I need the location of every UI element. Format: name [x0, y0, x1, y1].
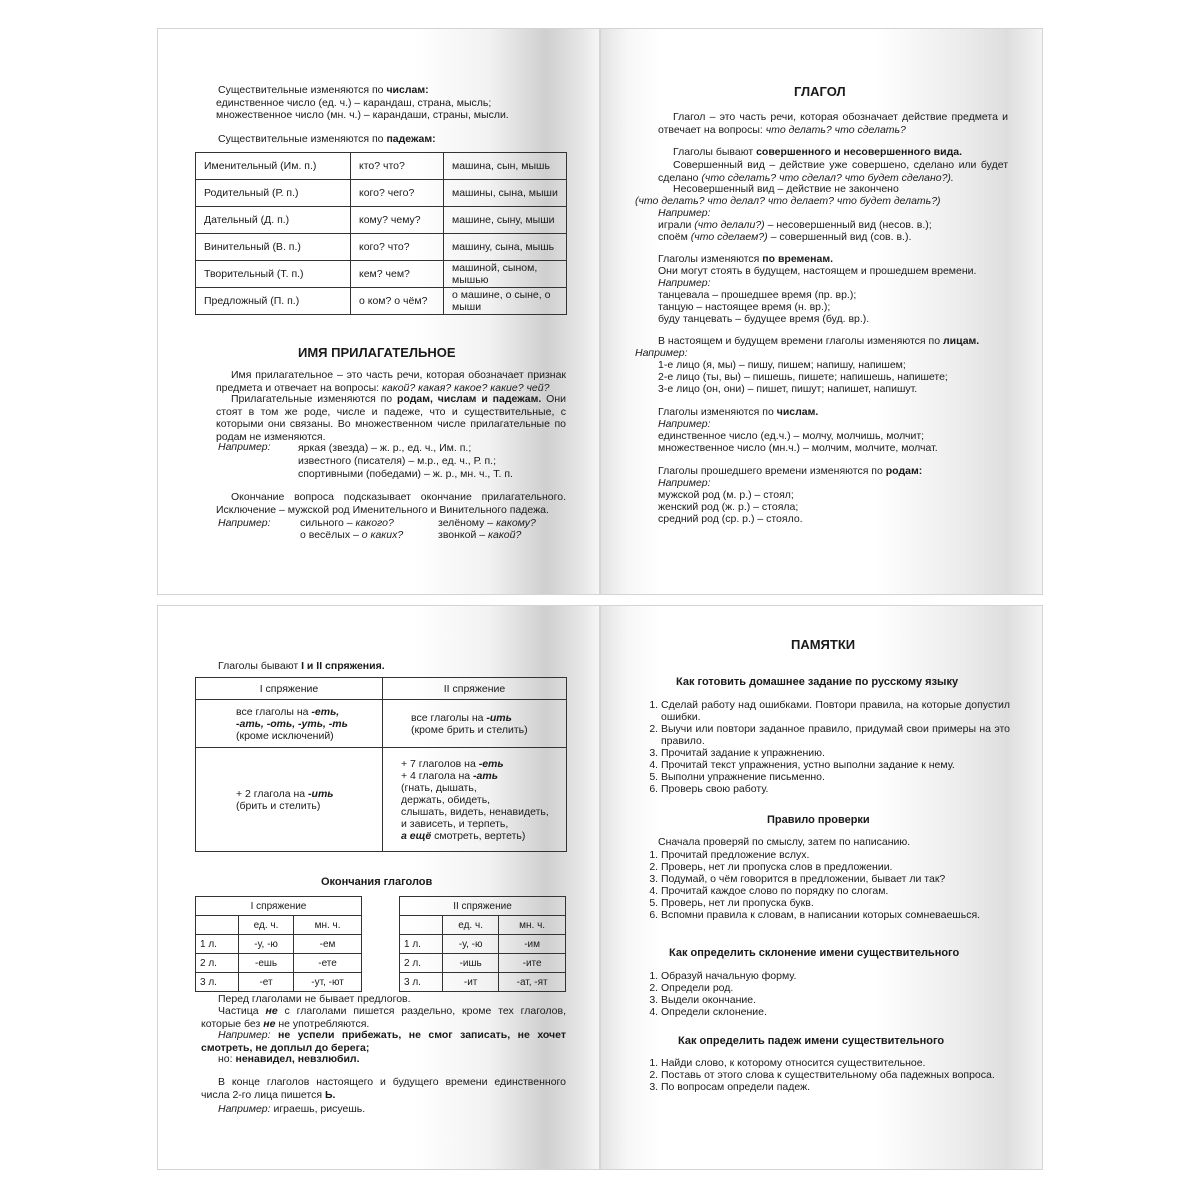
verb-tense: Глаголы изменяются по временам.: [658, 253, 833, 265]
case-name: Именительный (Им. п.): [196, 153, 351, 180]
verb-gender-example-2: женский род (ж. р.) – стояла;: [658, 501, 799, 513]
ending-plural: -ут, -ют: [294, 973, 362, 992]
endings-table-1: [195, 896, 362, 992]
endings-table-2-title: II спряжение: [400, 897, 566, 916]
memo-list-item: 2. Определи род.: [661, 982, 1010, 994]
memo-list-item: 1. Прочитай предложение вслух.: [661, 849, 1010, 861]
memo-list-item: 5. Выполни упражнение письменно.: [661, 771, 1010, 783]
memo-check-intro: Сначала проверяй по смыслу, затем по написанию.: [658, 836, 911, 848]
conjugation-intro: Глаголы бывают I и II спряжения.: [218, 660, 385, 672]
case-name: Винительный (В. п.): [196, 234, 351, 261]
case-row: [196, 288, 567, 315]
ending-hint: Окончание вопроса подсказывает окончание прилагательного. Исключение – мужской род Именительного и Винительного падежа.: [216, 491, 566, 516]
ending-singular: -ет: [239, 973, 294, 992]
ending-example-4: звонкой – какой?: [438, 529, 522, 541]
verb-number: Глаголы изменяются по числам.: [658, 406, 819, 418]
ending-row: [400, 935, 566, 954]
verb-person-example-3: 3-е лицо (он, они) – пишет, пишут; напишет, напишут.: [658, 383, 918, 395]
noun-plural: множественное число (мн. ч.) – карандаши, страны, мысли.: [216, 109, 509, 121]
memo-declension-title: Как определить склонение имени существительного: [669, 947, 960, 959]
verb-aspect: Глаголы бывают совершенного и несовершенного вида.: [673, 146, 962, 158]
verb-gender-example-label: Например:: [658, 477, 711, 489]
endings-table-1-title: I спряжение: [196, 897, 362, 916]
verb-tense-example-1: танцевала – прошедшее время (пр. вр.);: [658, 289, 857, 301]
memo-list-item: 2. Поставь от этого слова к существительному оба падежных вопроса.: [661, 1069, 1010, 1081]
ending-plural: -им: [499, 935, 566, 954]
conjugation-2-exceptions: + 7 глаголов на -еть + 4 глагола на -ать (гнать, дышать, держать, обидеть, слышать, видеть, ненавидеть, и зависеть, и терпеть, а ещё смотреть, вертеть): [383, 748, 567, 852]
page-conjugation: [157, 605, 600, 1170]
ending-row: [196, 954, 362, 973]
memo-list-item: 4. Определи склонение.: [661, 1006, 1010, 1018]
adjective-example-1: яркая (звезда) – ж. р., ед. ч., Им. п.;: [298, 442, 472, 454]
ending-person: 3 л.: [400, 973, 443, 992]
conjugation-head-2: II спряжение: [383, 678, 567, 700]
ending-example-1: сильного – какого?: [300, 517, 394, 529]
case-question: кто? что?: [351, 153, 444, 180]
case-name: Дательный (Д. п.): [196, 207, 351, 234]
verb-aspect-example-2: споём (что сделаем?) – совершенный вид (сов. в.).: [658, 231, 912, 243]
case-question: кем? чем?: [351, 261, 444, 288]
page-verb: [600, 28, 1043, 595]
memo-list-item: 2. Проверь, нет ли пропуска слов в предложении.: [661, 861, 1010, 873]
verb-tense-example-label: Например:: [658, 277, 711, 289]
noun-singular: единственное число (ед. ч.) – карандаш, страна, мысль;: [216, 97, 492, 109]
memo-check-title: Правило проверки: [767, 814, 870, 826]
memo-list-item: 2. Выучи или повтори заданное правило, придумай свои примеры на это правило.: [661, 723, 1010, 747]
case-example: машине, сыну, мыши: [444, 207, 567, 234]
case-example: машина, сын, мышь: [444, 153, 567, 180]
no-prepositions: Перед глаголами не бывает предлогов.: [218, 993, 411, 1005]
noun-cases-line: Существительные изменяются по падежам:: [218, 133, 436, 145]
case-row: [196, 234, 567, 261]
case-example: машиной, сыном, мышью: [444, 261, 567, 288]
ending-example-3: о весёлых – о каких?: [300, 529, 404, 541]
soft-sign-rule: В конце глаголов настоящего и будущего времени единственного числа 2-го лица пишется Ь.: [201, 1076, 566, 1101]
verb-tense-desc: Они могут стоять в будущем, настоящем и прошедшем времени.: [658, 265, 977, 277]
verb-gender-example-3: средний род (ср. р.) – стояло.: [658, 513, 803, 525]
ending-row: [400, 954, 566, 973]
ending-singular: -у, -ю: [443, 935, 499, 954]
memo-list-item: 1. Найди слово, к которому относится существительное.: [661, 1057, 1010, 1069]
verb-person-example-2: 2-е лицо (ты, вы) – пишешь, пишете; напишешь, напишете;: [658, 371, 948, 383]
particle-ne-exceptions: но: ненавидел, невзлюбил.: [218, 1053, 360, 1065]
memo-list-item: 3. Выдели окончание.: [661, 994, 1010, 1006]
verb-imperfective-questions: (что делать? что делал? что делает? что будет делать?): [635, 195, 941, 207]
particle-ne-examples: Например: не успели прибежать, не смог записать, не хочет смотреть, не доплыл до берега;: [201, 1029, 566, 1054]
verb-aspect-example-1: играли (что делали?) – несовершенный вид (несов. в.);: [658, 219, 932, 231]
noun-numbers-line: Существительные изменяются по числам:: [218, 84, 429, 96]
adjective-example-3: спортивными (победами) – ж. р., мн. ч., Т. п.: [298, 468, 513, 480]
case-question: кому? чему?: [351, 207, 444, 234]
adjective-change: Прилагательные изменяются по родам, числам и падежам. Они стоят в том же роде, числе и падеже, что и существительные, с которыми они связаны. Во множественном числе прилагательные по родам не изменяются.: [216, 393, 566, 443]
memo-check-list: [645, 849, 1010, 921]
memo-list-item: 3. По вопросам определи падеж.: [661, 1081, 1010, 1093]
case-row: [196, 153, 567, 180]
memo-list-item: 6. Проверь свою работу.: [661, 783, 1010, 795]
memo-list-item: 6. Вспомни правила к словам, в написании которых сомневаешься.: [661, 909, 1010, 921]
verb-number-example-label: Например:: [658, 418, 711, 430]
conjugation-head-1: I спряжение: [196, 678, 383, 700]
endings-table-1-col-plur: мн. ч.: [294, 916, 362, 935]
memo-homework-title: Как готовить домашнее задание по русскому языку: [676, 676, 959, 688]
case-name: Родительный (Р. п.): [196, 180, 351, 207]
adjective-example-2: известного (писателя) – м.р., ед. ч., Р. п.;: [298, 455, 496, 467]
adjective-title: ИМЯ ПРИЛАГАТЕЛЬНОЕ: [298, 345, 456, 360]
verb-aspect-example-label: Например:: [658, 207, 711, 219]
case-example: о машине, о сыне, о мыши: [444, 288, 567, 315]
ending-plural: -ите: [499, 954, 566, 973]
ending-row: [400, 973, 566, 992]
endings-table-2: [399, 896, 566, 992]
ending-person: 1 л.: [196, 935, 239, 954]
verb-tense-example-3: буду танцевать – будущее время (буд. вр.).: [658, 313, 870, 325]
page-nouns-adjectives: [157, 28, 600, 595]
ending-person: 2 л.: [196, 954, 239, 973]
ending-plural: -ат, -ят: [499, 973, 566, 992]
verb-gender: Глаголы прошедшего времени изменяются по родам:: [658, 465, 923, 477]
memos-title: ПАМЯТКИ: [791, 637, 856, 652]
verb-person-example-1: 1-е лицо (я, мы) – пишу, пишем; напишу, напишем;: [658, 359, 906, 371]
memo-declension-list: [645, 970, 1010, 1018]
memo-list-item: 5. Проверь, нет ли пропуска букв.: [661, 897, 1010, 909]
endings-table-2-col-plur: мн. ч.: [499, 916, 566, 935]
memo-case-list: [645, 1057, 1010, 1093]
memo-list-item: 1. Сделай работу над ошибками. Повтори правила, на которые допустил ошибки.: [661, 699, 1010, 723]
ending-singular: -ишь: [443, 954, 499, 973]
conjugation-1-rule: все глаголы на -еть, -ать, -оть, -уть, -ть (кроме исключений): [196, 700, 383, 748]
case-row: [196, 180, 567, 207]
case-question: о ком? о чём?: [351, 288, 444, 315]
case-name: Предложный (П. п.): [196, 288, 351, 315]
page-memos: [600, 605, 1043, 1170]
adjective-example-label: Например:: [218, 441, 271, 453]
verb-tense-example-2: танцую – настоящее время (н. вр.);: [658, 301, 831, 313]
case-example: машину, сына, мышь: [444, 234, 567, 261]
memo-list-item: 3. Прочитай задание к упражнению.: [661, 747, 1010, 759]
memo-list-item: 1. Образуй начальную форму.: [661, 970, 1010, 982]
ending-person: 1 л.: [400, 935, 443, 954]
ending-person: 2 л.: [400, 954, 443, 973]
ending-plural: -ете: [294, 954, 362, 973]
ending-singular: -у, -ю: [239, 935, 294, 954]
verb-definition: Глагол – это часть речи, которая обозначает действие предмета и отвечает на вопросы: что делать? что сделать?: [658, 111, 1008, 136]
ending-plural: -ем: [294, 935, 362, 954]
conjugation-1-exceptions: + 2 глагола на -ить (брить и стелить): [196, 748, 383, 852]
verb-imperfective: Несовершенный вид – действие не закончено: [673, 183, 899, 195]
verb-gender-example-1: мужской род (м. р.) – стоял;: [658, 489, 794, 501]
conjugation-table: [195, 677, 567, 852]
endings-table-2-col-sing: ед. ч.: [443, 916, 499, 935]
memo-list-item: 4. Прочитай каждое слово по порядку по слогам.: [661, 885, 1010, 897]
case-name: Творительный (Т. п.): [196, 261, 351, 288]
verb-person-example-label: Например:: [635, 347, 688, 359]
verb-perfective: Совершенный вид – действие уже совершено, сделано или будет сделано (что сделать? что сделал? что будет сделано?).: [658, 159, 1008, 184]
verb-number-example-2: множественное число (мн.ч.) – молчим, молчите, молчат.: [658, 442, 938, 454]
adjective-definition: Имя прилагательное – это часть речи, которая обозначает признак предмета и отвечает на вопросы: какой? какая? какое? какие? чей?: [216, 369, 566, 394]
ending-example-2: зелёному – какому?: [438, 517, 536, 529]
ending-singular: -ит: [443, 973, 499, 992]
noun-cases-table: [195, 152, 567, 315]
particle-ne-rule: Частица не с глаголами пишется раздельно, кроме тех глаголов, которые без не не употребляются.: [201, 1005, 566, 1030]
ending-example-label: Например:: [218, 517, 271, 529]
memo-case-title: Как определить падеж имени существительного: [678, 1035, 945, 1047]
case-row: [196, 261, 567, 288]
verb-number-example-1: единственное число (ед.ч.) – молчу, молчишь, молчит;: [658, 430, 925, 442]
memo-list-item: 4. Прочитай текст упражнения, устно выполни задание к нему.: [661, 759, 1010, 771]
verb-title: ГЛАГОЛ: [794, 84, 846, 99]
soft-sign-example: Например: играешь, рисуешь.: [218, 1103, 366, 1115]
endings-table-1-col-sing: ед. ч.: [239, 916, 294, 935]
case-question: кого? что?: [351, 234, 444, 261]
memo-list-item: 3. Подумай, о чём говорится в предложении, бывает ли так?: [661, 873, 1010, 885]
ending-row: [196, 935, 362, 954]
case-question: кого? чего?: [351, 180, 444, 207]
case-example: машины, сына, мыши: [444, 180, 567, 207]
ending-person: 3 л.: [196, 973, 239, 992]
ending-singular: -ешь: [239, 954, 294, 973]
case-row: [196, 207, 567, 234]
verb-person: В настоящем и будущем времени глаголы изменяются по лицам.: [658, 335, 980, 347]
memo-homework-list: [645, 699, 1010, 796]
conjugation-2-rule: все глаголы на -ить (кроме брить и стелить): [383, 700, 567, 748]
ending-row: [196, 973, 362, 992]
endings-title: Окончания глаголов: [321, 876, 433, 888]
